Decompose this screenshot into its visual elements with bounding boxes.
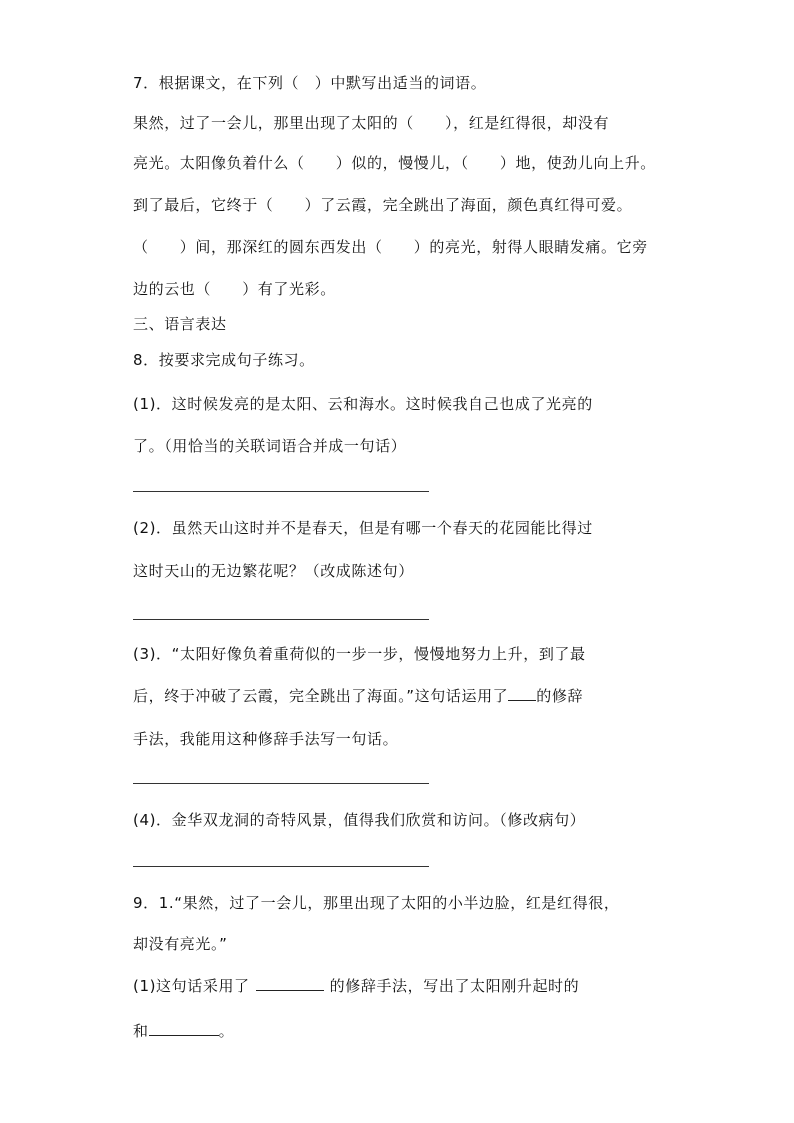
q8-title: 8．按要求完成句子练习。 bbox=[133, 351, 315, 369]
q7-title: 7．根据课文，在下列（ ）中默写出适当的词语。 bbox=[133, 74, 487, 92]
q8-item-2-line-1: (2)．虽然天山这时并不是春天，但是有哪一个春天的花园能比得过 bbox=[133, 519, 593, 537]
q8-item-3-line-2-text-b: 的修辞 bbox=[536, 687, 584, 705]
q7-line-1: 果然，过了一会儿，那里出现了太阳的（ ），红是红得很，却没有 bbox=[133, 114, 610, 132]
section-3-title: 三、语言表达 bbox=[133, 315, 227, 333]
q8-item-1-line-1: (1)．这时候发亮的是太阳、云和海水。这时候我自己也成了光亮的 bbox=[133, 395, 593, 413]
q8-item-3-answer-line[interactable] bbox=[133, 783, 429, 784]
q8-item-1-answer-line[interactable] bbox=[133, 491, 429, 492]
q7-line-4: （ ）间，那深红的圆东西发出（ ）的亮光，射得人眼睛发痛。它旁 bbox=[133, 238, 648, 256]
q8-item-4-line-1: (4)．金华双龙洞的奇特风景，值得我们欣赏和访问。（修改病句） bbox=[133, 811, 586, 829]
q7-line-5: 边的云也（ ）有了光彩。 bbox=[133, 280, 336, 298]
q9-line-4 bbox=[133, 1021, 234, 1041]
q8-item-3-line-1: (3)．“太阳好像负着重荷似的一步一步，慢慢地努力上升，到了最 bbox=[133, 645, 586, 663]
q9-line-4-text-b: 。 bbox=[218, 1022, 235, 1040]
q8-item-2-answer-line[interactable] bbox=[133, 619, 429, 620]
q9-line-3-text-a: (1)这句话采用了 bbox=[133, 977, 250, 995]
q8-item-1-line-2: 了。（用恰当的关联词语合并成一句话） bbox=[133, 437, 407, 455]
q8-item-3-line-2-text-a: 后，终于冲破了云霞，完全跳出了海面。”这句话运用了 bbox=[133, 687, 509, 705]
q8-item-2-line-2: 这时天山的无边繁花呢？（改成陈述句） bbox=[133, 562, 414, 580]
q8-item-3-line-2 bbox=[133, 686, 583, 706]
q9-rhetoric-blank[interactable] bbox=[256, 976, 324, 991]
q9-line-3-text-b: 的修辞手法，写出了太阳刚升起时的 bbox=[329, 977, 580, 995]
q9-line-3 bbox=[133, 976, 579, 996]
q7-line-3: 到了最后，它终于（ ）了云霞，完全跳出了海面，颜色真红得可爱。 bbox=[133, 196, 633, 214]
q9-line-1: 9．1.“果然，过了一会儿，那里出现了太阳的小半边脸，红是红得很， bbox=[133, 894, 620, 912]
q9-feature-blank[interactable] bbox=[149, 1021, 219, 1036]
rhetoric-blank[interactable] bbox=[508, 686, 536, 701]
q9-line-4-text-a: 和 bbox=[133, 1022, 149, 1040]
q8-item-4-answer-line[interactable] bbox=[133, 866, 429, 867]
q9-line-2: 却没有亮光。” bbox=[133, 935, 228, 953]
q7-line-2: 亮光。太阳像负着什么（ ）似的，慢慢儿，（ ）地，使劲儿向上升。 bbox=[133, 154, 656, 172]
q8-item-3-line-3: 手法，我能用这种修辞手法写一句话。 bbox=[133, 730, 399, 748]
